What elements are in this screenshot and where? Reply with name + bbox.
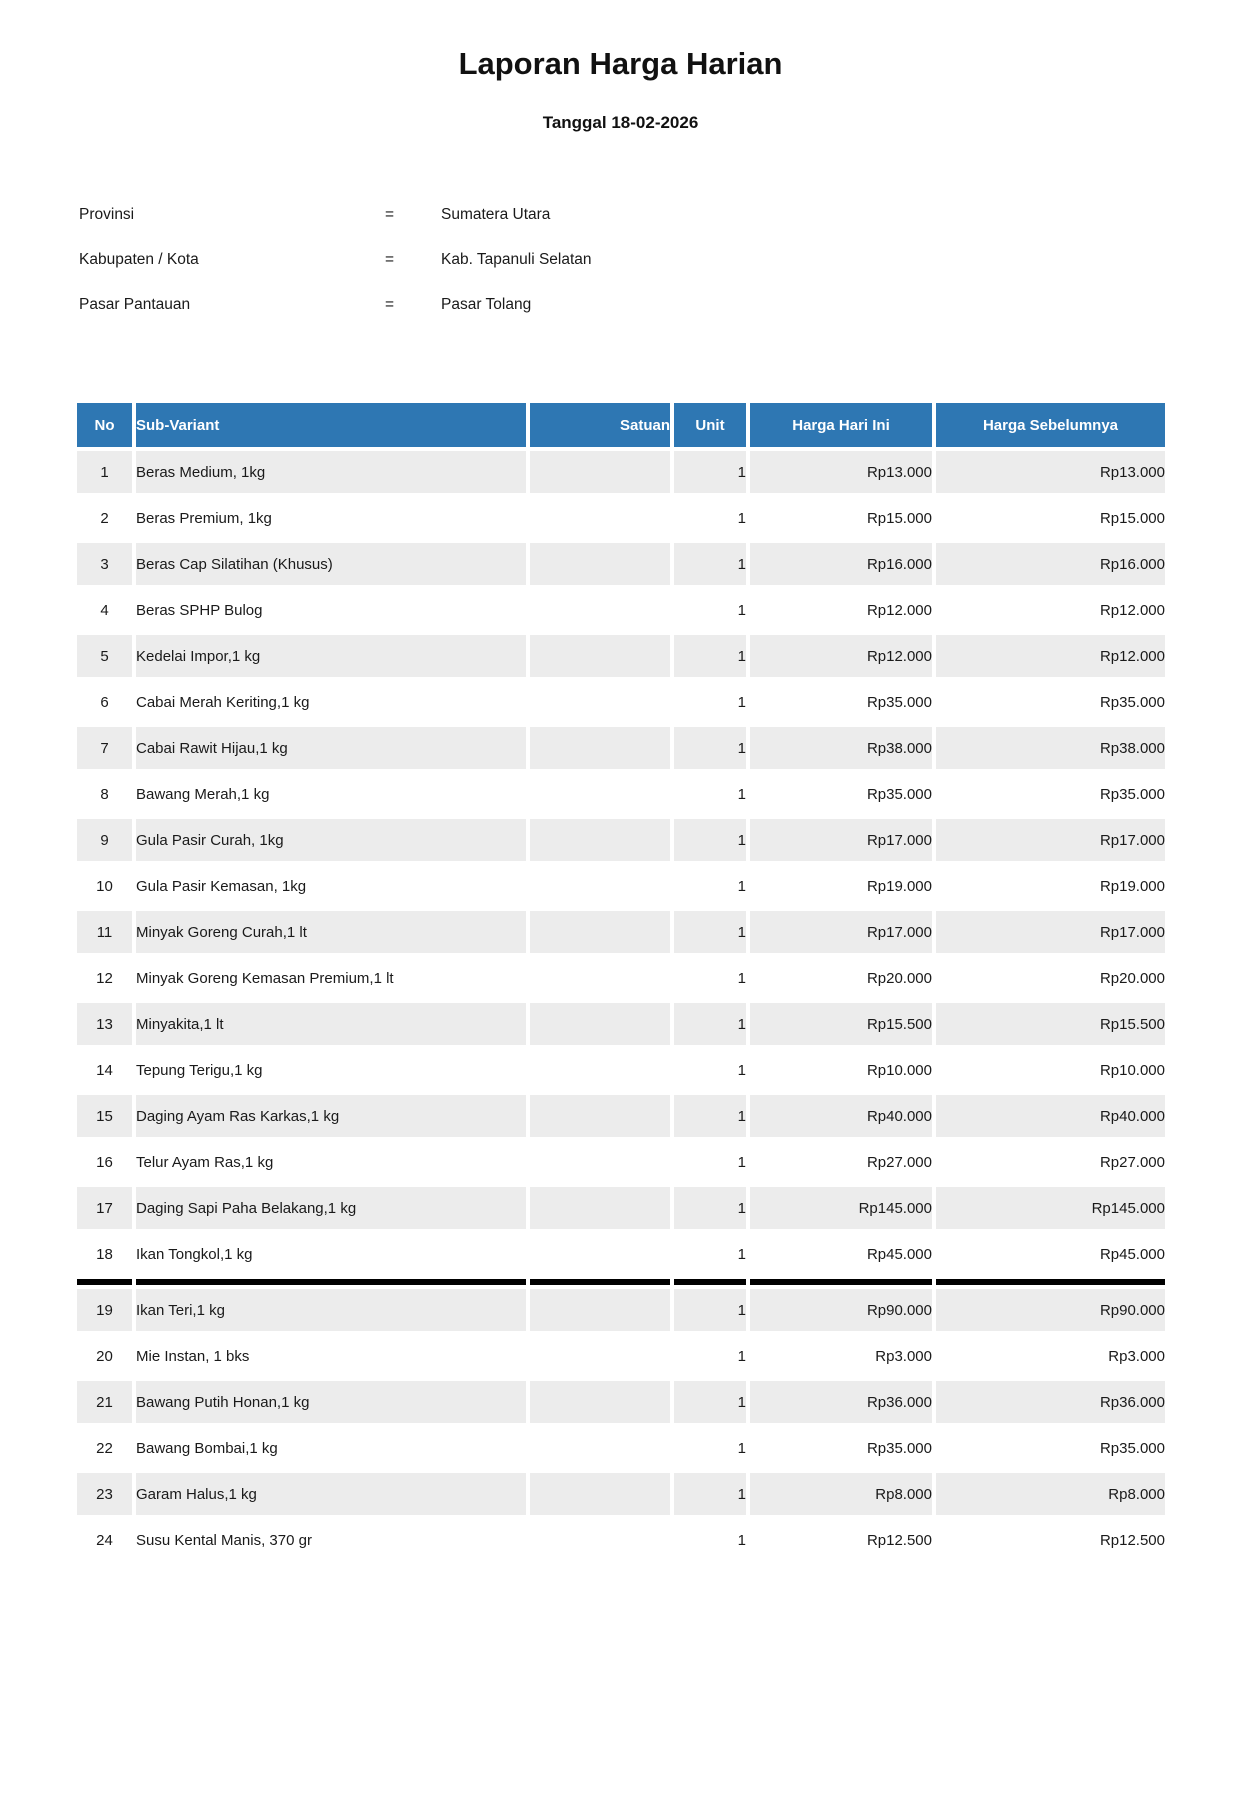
table-row bbox=[77, 727, 1165, 769]
price-today: Rp90.000 bbox=[750, 1289, 932, 1331]
row-number: 7 bbox=[77, 727, 132, 769]
header-unit: Unit bbox=[674, 403, 746, 447]
price-previous: Rp35.000 bbox=[936, 681, 1165, 723]
price-previous: Rp12.000 bbox=[936, 589, 1165, 631]
info-row-kabupaten bbox=[79, 237, 1241, 282]
price-previous: Rp45.000 bbox=[936, 1233, 1165, 1275]
table-row bbox=[77, 451, 1165, 493]
page-break-segment bbox=[750, 1279, 932, 1285]
table-row bbox=[77, 497, 1165, 539]
row-number: 6 bbox=[77, 681, 132, 723]
header-no: No bbox=[77, 403, 132, 447]
page-break-segment bbox=[530, 1279, 670, 1285]
price-today: Rp17.000 bbox=[750, 819, 932, 861]
price-today: Rp35.000 bbox=[750, 681, 932, 723]
satuan-cell bbox=[530, 1049, 670, 1091]
item-name: Gula Pasir Curah, 1kg bbox=[136, 819, 526, 861]
item-name: Daging Ayam Ras Karkas,1 kg bbox=[136, 1095, 526, 1137]
row-number: 19 bbox=[77, 1289, 132, 1331]
table-row bbox=[77, 911, 1165, 953]
table-row bbox=[77, 1335, 1165, 1377]
row-number: 1 bbox=[77, 451, 132, 493]
price-today: Rp15.000 bbox=[750, 497, 932, 539]
kabupaten-label: Kabupaten / Kota bbox=[79, 250, 199, 268]
equals-sign: = bbox=[385, 250, 395, 268]
unit-value: 1 bbox=[674, 1187, 746, 1229]
unit-value: 1 bbox=[674, 635, 746, 677]
row-number: 23 bbox=[77, 1473, 132, 1515]
pasar-value: Pasar Tolang bbox=[441, 295, 532, 313]
satuan-cell bbox=[530, 957, 670, 999]
price-today: Rp13.000 bbox=[750, 451, 932, 493]
price-today: Rp40.000 bbox=[750, 1095, 932, 1137]
unit-value: 1 bbox=[674, 773, 746, 815]
item-name: Mie Instan, 1 bks bbox=[136, 1335, 526, 1377]
price-previous: Rp145.000 bbox=[936, 1187, 1165, 1229]
satuan-cell bbox=[530, 911, 670, 953]
unit-value: 1 bbox=[674, 1289, 746, 1331]
price-previous: Rp40.000 bbox=[936, 1095, 1165, 1137]
price-previous: Rp17.000 bbox=[936, 911, 1165, 953]
price-previous: Rp15.000 bbox=[936, 497, 1165, 539]
report-info-block bbox=[79, 192, 1241, 327]
satuan-cell bbox=[530, 819, 670, 861]
price-table bbox=[73, 399, 1169, 1565]
item-name: Minyak Goreng Kemasan Premium,1 lt bbox=[136, 957, 526, 999]
row-number: 22 bbox=[77, 1427, 132, 1469]
page-break-segment bbox=[77, 1279, 132, 1285]
item-name: Telur Ayam Ras,1 kg bbox=[136, 1141, 526, 1183]
table-row bbox=[77, 1003, 1165, 1045]
row-number: 15 bbox=[77, 1095, 132, 1137]
unit-value: 1 bbox=[674, 727, 746, 769]
item-name: Kedelai Impor,1 kg bbox=[136, 635, 526, 677]
satuan-cell bbox=[530, 865, 670, 907]
price-previous: Rp12.500 bbox=[936, 1519, 1165, 1561]
row-number: 17 bbox=[77, 1187, 132, 1229]
price-today: Rp10.000 bbox=[750, 1049, 932, 1091]
report-date: Tanggal 18-02-2026 bbox=[542, 113, 699, 132]
satuan-cell bbox=[530, 1473, 670, 1515]
table-row bbox=[77, 1427, 1165, 1469]
price-today: Rp19.000 bbox=[750, 865, 932, 907]
unit-value: 1 bbox=[674, 1427, 746, 1469]
page-break-segment bbox=[674, 1279, 746, 1285]
price-today: Rp12.000 bbox=[750, 589, 932, 631]
item-name: Daging Sapi Paha Belakang,1 kg bbox=[136, 1187, 526, 1229]
table-row bbox=[77, 635, 1165, 677]
unit-value: 1 bbox=[674, 1049, 746, 1091]
satuan-cell bbox=[530, 451, 670, 493]
table-row bbox=[77, 1473, 1165, 1515]
satuan-cell bbox=[530, 1335, 670, 1377]
unit-value: 1 bbox=[674, 819, 746, 861]
unit-value: 1 bbox=[674, 1381, 746, 1423]
report-page bbox=[0, 46, 1241, 1565]
unit-value: 1 bbox=[674, 1519, 746, 1561]
equals-sign: = bbox=[385, 205, 395, 223]
item-name: Ikan Teri,1 kg bbox=[136, 1289, 526, 1331]
price-today: Rp27.000 bbox=[750, 1141, 932, 1183]
unit-value: 1 bbox=[674, 1473, 746, 1515]
price-today: Rp16.000 bbox=[750, 543, 932, 585]
header-harga-hari-ini: Harga Hari Ini bbox=[750, 403, 932, 447]
row-number: 20 bbox=[77, 1335, 132, 1377]
unit-value: 1 bbox=[674, 497, 746, 539]
table-row bbox=[77, 681, 1165, 723]
unit-value: 1 bbox=[674, 957, 746, 999]
info-row-provinsi bbox=[79, 192, 1241, 237]
price-today: Rp3.000 bbox=[750, 1335, 932, 1377]
price-previous: Rp36.000 bbox=[936, 1381, 1165, 1423]
row-number: 13 bbox=[77, 1003, 132, 1045]
item-name: Garam Halus,1 kg bbox=[136, 1473, 526, 1515]
row-number: 14 bbox=[77, 1049, 132, 1091]
page-break-line bbox=[77, 1279, 1165, 1285]
table-row bbox=[77, 1095, 1165, 1137]
price-today: Rp12.000 bbox=[750, 635, 932, 677]
satuan-cell bbox=[530, 727, 670, 769]
row-number: 2 bbox=[77, 497, 132, 539]
table-row bbox=[77, 589, 1165, 631]
info-row-pasar bbox=[79, 282, 1241, 327]
row-number: 18 bbox=[77, 1233, 132, 1275]
satuan-cell bbox=[530, 497, 670, 539]
item-name: Susu Kental Manis, 370 gr bbox=[136, 1519, 526, 1561]
satuan-cell bbox=[530, 1003, 670, 1045]
unit-value: 1 bbox=[674, 911, 746, 953]
row-number: 11 bbox=[77, 911, 132, 953]
item-name: Bawang Putih Honan,1 kg bbox=[136, 1381, 526, 1423]
table-row bbox=[77, 1289, 1165, 1331]
price-previous: Rp8.000 bbox=[936, 1473, 1165, 1515]
price-previous: Rp19.000 bbox=[936, 865, 1165, 907]
unit-value: 1 bbox=[674, 451, 746, 493]
unit-value: 1 bbox=[674, 1095, 746, 1137]
price-table-body bbox=[77, 451, 1165, 1561]
price-previous: Rp27.000 bbox=[936, 1141, 1165, 1183]
satuan-cell bbox=[530, 635, 670, 677]
item-name: Cabai Rawit Hijau,1 kg bbox=[136, 727, 526, 769]
table-row bbox=[77, 543, 1165, 585]
table-row bbox=[77, 1141, 1165, 1183]
price-today: Rp20.000 bbox=[750, 957, 932, 999]
item-name: Gula Pasir Kemasan, 1kg bbox=[136, 865, 526, 907]
price-previous: Rp3.000 bbox=[936, 1335, 1165, 1377]
price-previous: Rp35.000 bbox=[936, 773, 1165, 815]
price-table-header bbox=[77, 403, 1165, 447]
row-number: 10 bbox=[77, 865, 132, 907]
item-name: Bawang Merah,1 kg bbox=[136, 773, 526, 815]
price-today: Rp17.000 bbox=[750, 911, 932, 953]
table-row bbox=[77, 1381, 1165, 1423]
item-name: Cabai Merah Keriting,1 kg bbox=[136, 681, 526, 723]
row-number: 8 bbox=[77, 773, 132, 815]
price-previous: Rp16.000 bbox=[936, 543, 1165, 585]
kabupaten-value: Kab. Tapanuli Selatan bbox=[441, 250, 592, 268]
row-number: 16 bbox=[77, 1141, 132, 1183]
table-row bbox=[77, 957, 1165, 999]
satuan-cell bbox=[530, 1427, 670, 1469]
unit-value: 1 bbox=[674, 1141, 746, 1183]
unit-value: 1 bbox=[674, 1233, 746, 1275]
satuan-cell bbox=[530, 1519, 670, 1561]
provinsi-label: Provinsi bbox=[79, 205, 135, 223]
equals-sign: = bbox=[385, 295, 395, 313]
price-previous: Rp38.000 bbox=[936, 727, 1165, 769]
satuan-cell bbox=[530, 543, 670, 585]
item-name: Ikan Tongkol,1 kg bbox=[136, 1233, 526, 1275]
row-number: 4 bbox=[77, 589, 132, 631]
header-sub-variant: Sub-Variant bbox=[136, 403, 526, 447]
pasar-label: Pasar Pantauan bbox=[79, 295, 191, 313]
item-name: Bawang Bombai,1 kg bbox=[136, 1427, 526, 1469]
satuan-cell bbox=[530, 1187, 670, 1229]
satuan-cell bbox=[530, 1141, 670, 1183]
unit-value: 1 bbox=[674, 1335, 746, 1377]
header-satuan: Satuan bbox=[530, 403, 670, 447]
satuan-cell bbox=[530, 1289, 670, 1331]
price-today: Rp35.000 bbox=[750, 773, 932, 815]
price-today: Rp12.500 bbox=[750, 1519, 932, 1561]
table-row bbox=[77, 773, 1165, 815]
page-break-segment bbox=[136, 1279, 526, 1285]
header-harga-sebelumnya: Harga Sebelumnya bbox=[936, 403, 1165, 447]
satuan-cell bbox=[530, 681, 670, 723]
price-today: Rp45.000 bbox=[750, 1233, 932, 1275]
satuan-cell bbox=[530, 773, 670, 815]
price-today: Rp8.000 bbox=[750, 1473, 932, 1515]
row-number: 24 bbox=[77, 1519, 132, 1561]
item-name: Minyak Goreng Curah,1 lt bbox=[136, 911, 526, 953]
price-previous: Rp35.000 bbox=[936, 1427, 1165, 1469]
item-name: Beras Premium, 1kg bbox=[136, 497, 526, 539]
provinsi-value: Sumatera Utara bbox=[441, 205, 551, 223]
price-today: Rp35.000 bbox=[750, 1427, 932, 1469]
item-name: Beras SPHP Bulog bbox=[136, 589, 526, 631]
item-name: Beras Cap Silatihan (Khusus) bbox=[136, 543, 526, 585]
table-row bbox=[77, 1233, 1165, 1275]
price-today: Rp38.000 bbox=[750, 727, 932, 769]
table-row bbox=[77, 1049, 1165, 1091]
price-today: Rp36.000 bbox=[750, 1381, 932, 1423]
row-number: 5 bbox=[77, 635, 132, 677]
price-previous: Rp17.000 bbox=[936, 819, 1165, 861]
unit-value: 1 bbox=[674, 1003, 746, 1045]
row-number: 21 bbox=[77, 1381, 132, 1423]
item-name: Beras Medium, 1kg bbox=[136, 451, 526, 493]
price-today: Rp15.500 bbox=[750, 1003, 932, 1045]
price-previous: Rp15.500 bbox=[936, 1003, 1165, 1045]
page-break-segment bbox=[936, 1279, 1165, 1285]
satuan-cell bbox=[530, 589, 670, 631]
price-previous: Rp20.000 bbox=[936, 957, 1165, 999]
item-name: Tepung Terigu,1 kg bbox=[136, 1049, 526, 1091]
price-previous: Rp12.000 bbox=[936, 635, 1165, 677]
table-row bbox=[77, 819, 1165, 861]
table-row bbox=[77, 1519, 1165, 1561]
satuan-cell bbox=[530, 1381, 670, 1423]
unit-value: 1 bbox=[674, 589, 746, 631]
satuan-cell bbox=[530, 1095, 670, 1137]
report-title: Laporan Harga Harian bbox=[458, 46, 783, 81]
unit-value: 1 bbox=[674, 543, 746, 585]
unit-value: 1 bbox=[674, 865, 746, 907]
unit-value: 1 bbox=[674, 681, 746, 723]
row-number: 3 bbox=[77, 543, 132, 585]
item-name: Minyakita,1 lt bbox=[136, 1003, 526, 1045]
satuan-cell bbox=[530, 1233, 670, 1275]
table-row bbox=[77, 1187, 1165, 1229]
price-today: Rp145.000 bbox=[750, 1187, 932, 1229]
price-previous: Rp90.000 bbox=[936, 1289, 1165, 1331]
price-previous: Rp13.000 bbox=[936, 451, 1165, 493]
row-number: 9 bbox=[77, 819, 132, 861]
table-row bbox=[77, 865, 1165, 907]
price-previous: Rp10.000 bbox=[936, 1049, 1165, 1091]
row-number: 12 bbox=[77, 957, 132, 999]
